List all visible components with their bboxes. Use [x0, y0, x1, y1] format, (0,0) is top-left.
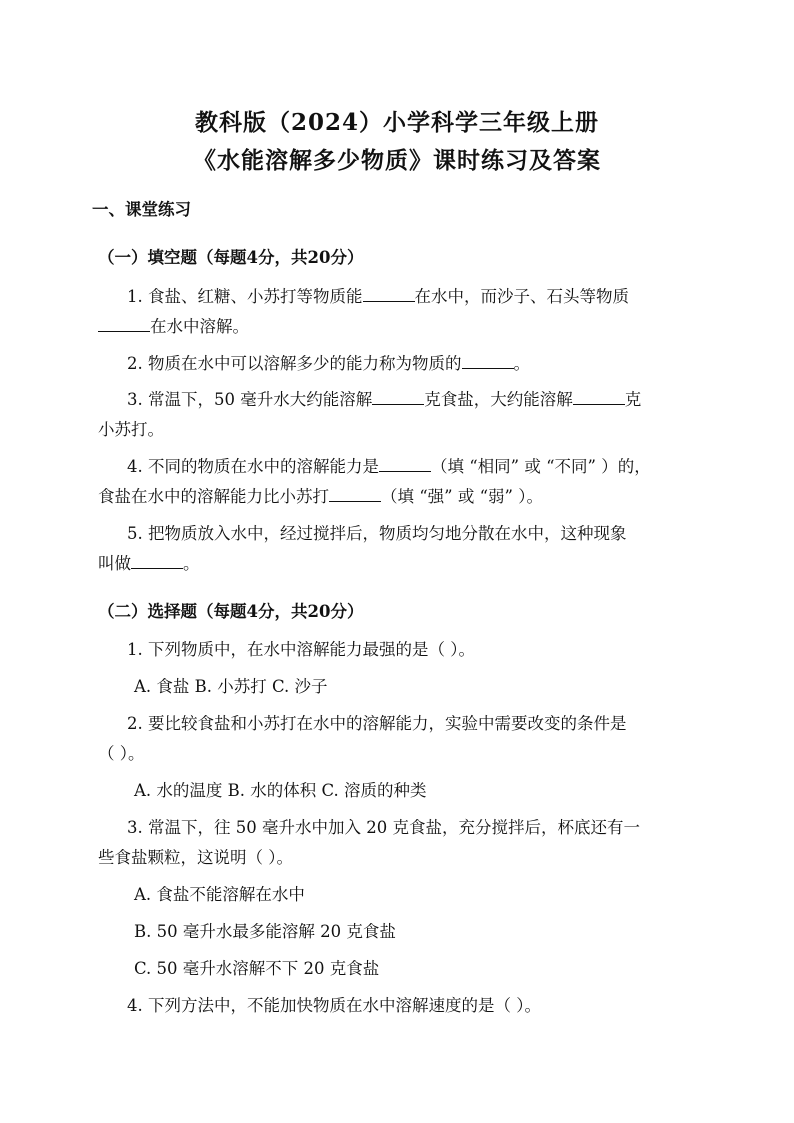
- choice-heading: （二）选择题（每题4分，共20分）: [98, 602, 364, 621]
- fill-q2: [127, 350, 530, 374]
- text: 叫做: [98, 554, 131, 573]
- answer-blank: [379, 470, 431, 472]
- text: 4. 不同的物质在水中的溶解能力是: [127, 457, 379, 476]
- text: 2. 物质在水中可以溶解多少的能力称为物质的: [127, 354, 462, 373]
- fill-q5-line2: [98, 550, 200, 574]
- choice-q3-line1: 3. 常温下，往 50 毫升水中加入 20 克食盐，充分搅拌后，杯底还有一: [127, 818, 640, 837]
- fill-heading: （一）填空题（每题4分，共20分）: [98, 248, 364, 267]
- choice-q2-line1: 2. 要比较食盐和小苏打在水中的溶解能力，实验中需要改变的条件是: [127, 714, 627, 733]
- text: 克: [624, 390, 642, 409]
- choice-q1-options: A. 食盐 B. 小苏打 C. 沙子: [134, 677, 328, 696]
- fill-q4-line2: [98, 483, 543, 507]
- fill-q3-line2: 小苏打。: [98, 420, 164, 439]
- answer-blank: [462, 367, 514, 369]
- choice-q3-line2: 些食盐颗粒，这说明（ ）。: [98, 848, 293, 867]
- fill-q1-line1: [127, 283, 629, 307]
- text: 。: [183, 554, 200, 573]
- choice-q2-line2: （ ）。: [98, 744, 145, 763]
- text: 克食盐，大约能溶解: [424, 390, 573, 409]
- text: （填 “相同” 或 “不同” ）的，: [431, 457, 651, 476]
- text: 在水中，而沙子、石头等物质: [414, 287, 629, 306]
- choice-q3-option-c: C. 50 毫升水溶解不下 20 克食盐: [134, 959, 380, 978]
- title-line-1: 教科版（2024）小学科学三年级上册: [194, 109, 599, 136]
- text: 。: [513, 354, 530, 373]
- choice-q2-options: A. 水的温度 B. 水的体积 C. 溶质的种类: [134, 781, 427, 800]
- section-heading: 一、课堂练习: [92, 200, 191, 219]
- answer-blank: [329, 500, 381, 502]
- text: 3. 常温下，50 毫升水大约能溶解: [127, 390, 373, 409]
- choice-q1: 1. 下列物质中，在水中溶解能力最强的是（ ）。: [127, 640, 475, 659]
- text: 1. 食盐、红糖、小苏打等物质能: [127, 287, 363, 306]
- choice-q4: 4. 下列方法中，不能加快物质在水中溶解速度的是（ ）。: [127, 996, 541, 1015]
- answer-blank: [98, 330, 150, 332]
- choice-q3-option-b: B. 50 毫升水最多能溶解 20 克食盐: [134, 922, 396, 941]
- answer-blank: [573, 403, 625, 405]
- answer-blank: [372, 403, 424, 405]
- choice-q3-option-a: A. 食盐不能溶解在水中: [134, 885, 305, 904]
- answer-blank: [363, 300, 415, 302]
- answer-blank: [131, 567, 183, 569]
- fill-q4-line1: [127, 453, 651, 477]
- title-line-2: 《水能溶解多少物质》课时练习及答案: [193, 147, 601, 174]
- fill-q5-line1: 5. 把物质放入水中，经过搅拌后，物质均匀地分散在水中，这种现象: [127, 524, 627, 543]
- fill-q3-line1: [127, 386, 641, 410]
- text: 食盐在水中的溶解能力比小苏打: [98, 487, 329, 506]
- text: （填 “强” 或 “弱” ）。: [381, 487, 543, 506]
- text: 在水中溶解。: [150, 317, 249, 336]
- fill-q1-line2: [98, 313, 249, 337]
